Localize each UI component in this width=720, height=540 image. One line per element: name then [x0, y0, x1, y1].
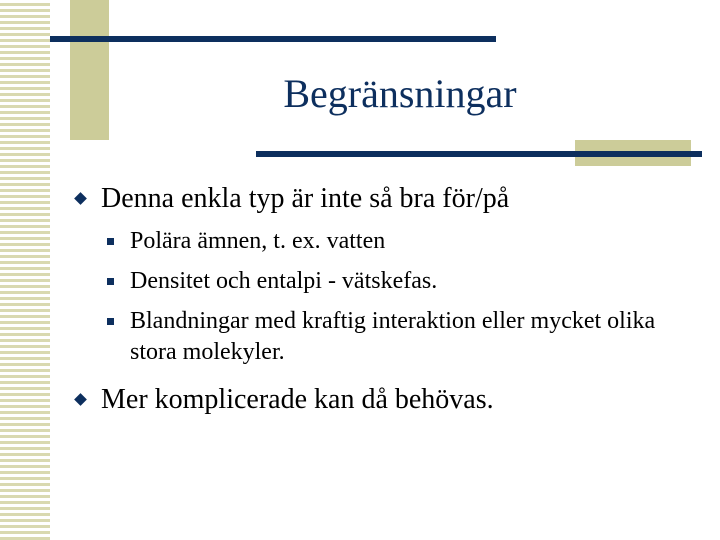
square-bullet-icon [107, 318, 114, 325]
sub-bullet-text: Densitet och entalpi - vätskefas. [130, 268, 438, 294]
bullet-text: Mer komplicerade kan då behövas. [101, 384, 494, 415]
diamond-bullet-icon [74, 393, 87, 406]
square-bullet-icon [107, 278, 114, 285]
square-bullet-icon [107, 238, 114, 245]
decorative-stripe-border [0, 0, 50, 540]
title-rule-top [50, 36, 496, 42]
sub-bullet-text: Blandningar med kraftig interaktion eller mycket olika stora molekyler. [130, 308, 656, 365]
accent-block-top [70, 0, 109, 140]
sub-bullet-text: Polära ämnen, t. ex. vatten [130, 228, 386, 254]
slide-title: Begränsningar [283, 71, 517, 116]
title-rule-bottom [256, 151, 702, 157]
bullet-text: Denna enkla typ är inte så bra för/på [101, 183, 510, 214]
diamond-bullet-icon [74, 192, 87, 205]
